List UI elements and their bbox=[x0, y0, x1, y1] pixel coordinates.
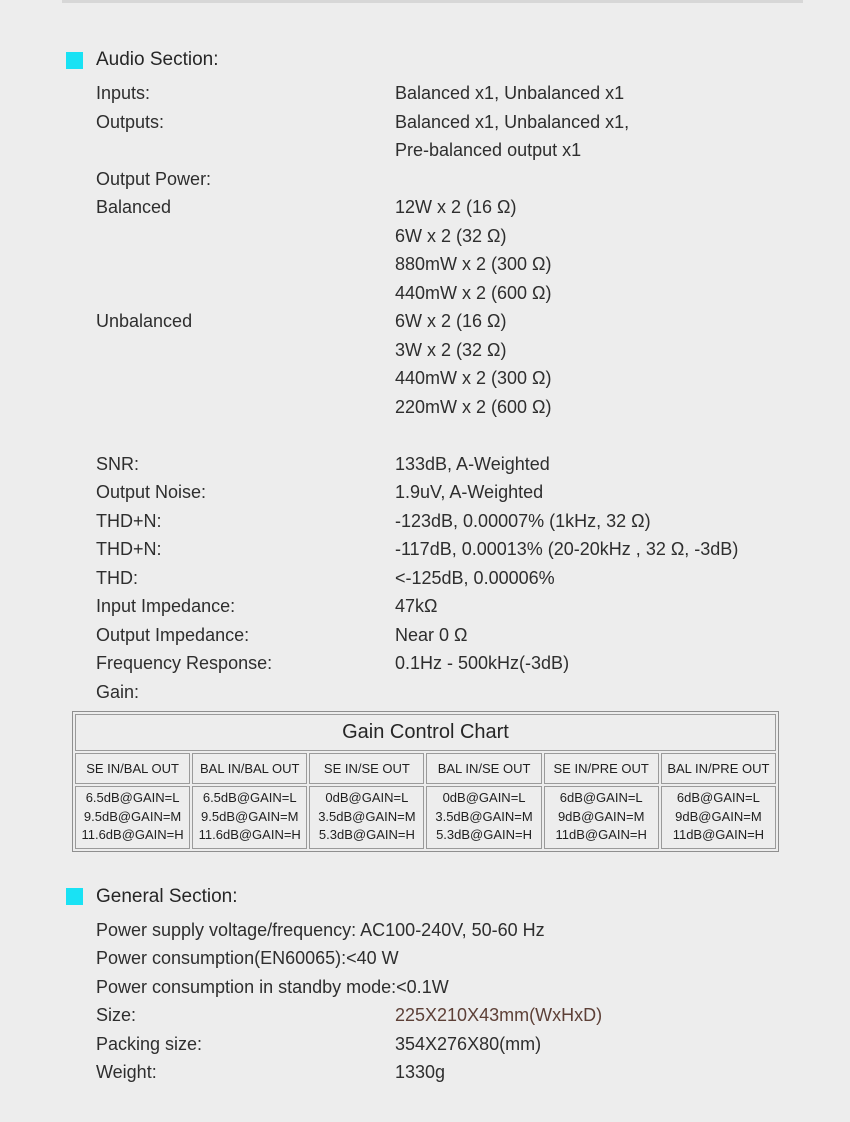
cyan-bullet-icon bbox=[66, 52, 83, 69]
spec-row-thd bbox=[96, 564, 826, 593]
spec-value: 6W x 2 (16 Ω) bbox=[395, 311, 507, 331]
gain-value: 6.5dB@GAIN=L bbox=[202, 790, 297, 805]
gain-value: 9dB@GAIN=M bbox=[675, 808, 762, 824]
gain-value: 6dB@GAIN=L bbox=[676, 790, 760, 805]
spec-label: Output Noise: bbox=[96, 482, 207, 502]
gain-cell bbox=[75, 786, 190, 849]
gain-value: 11.6dB@GAIN=H bbox=[81, 827, 184, 842]
spec-value: 1330g bbox=[395, 1062, 446, 1082]
gain-value: 5.3dB@GAIN=H bbox=[318, 827, 415, 842]
spec-label: Weight: bbox=[96, 1062, 157, 1082]
spec-label: THD+N: bbox=[96, 539, 162, 559]
spec-row-frequency-response bbox=[96, 649, 826, 678]
spec-value: 440mW x 2 (600 Ω) bbox=[395, 282, 552, 303]
spec-label: Inputs: bbox=[96, 83, 151, 103]
gain-value: 11.6dB@GAIN=H bbox=[198, 827, 301, 842]
spec-label: Frequency Response: bbox=[96, 653, 273, 673]
gain-col-header: BAL IN/SE OUT bbox=[426, 753, 541, 784]
spec-label: Outputs: bbox=[96, 111, 165, 132]
spec-label: Balanced bbox=[96, 197, 172, 217]
gain-value: 9.5dB@GAIN=M bbox=[83, 808, 182, 824]
gain-cell bbox=[192, 786, 307, 849]
spec-value: 133dB, A-Weighted bbox=[395, 453, 550, 474]
spec-row-output-noise bbox=[96, 478, 826, 507]
spec-label: THD+N: bbox=[96, 510, 162, 531]
gain-table-data-row bbox=[75, 786, 776, 849]
gain-col-header: SE IN/SE OUT bbox=[309, 753, 424, 784]
general-section bbox=[66, 883, 826, 1087]
general-section-title: General Section: bbox=[96, 885, 238, 907]
spec-row-snr bbox=[96, 450, 826, 479]
spec-value: 3W x 2 (32 Ω) bbox=[395, 339, 507, 360]
spec-value: -117dB, 0.00013% (20-20kHz , 32 Ω, -3dB) bbox=[395, 539, 739, 559]
spec-value: Pre-balanced output x1 bbox=[395, 140, 582, 160]
spec-value: Balanced x1, Unbalanced x1 bbox=[395, 83, 625, 103]
spec-value: 47kΩ bbox=[395, 596, 438, 616]
spec-value: Near 0 Ω bbox=[395, 624, 468, 645]
spec-label: Gain: bbox=[96, 681, 140, 702]
audio-section-title: Audio Section: bbox=[96, 49, 219, 70]
spec-label: Packing size: bbox=[96, 1033, 203, 1054]
spec-label: Output Impedance: bbox=[96, 624, 250, 645]
gain-cell bbox=[309, 786, 424, 849]
audio-spec-list bbox=[96, 79, 826, 706]
spec-value: -123dB, 0.00007% (1kHz, 32 Ω) bbox=[395, 510, 651, 531]
general-line-power-supply: Power supply voltage/frequency: AC100-240V, 50-60 Hz bbox=[96, 919, 545, 940]
general-section-header bbox=[66, 883, 826, 911]
spec-label: Unbalanced bbox=[96, 311, 193, 331]
size-value: 225X210X43mm(WxHxD) bbox=[395, 1005, 603, 1025]
gain-col-header: SE IN/BAL OUT bbox=[75, 753, 190, 784]
spec-row-size bbox=[96, 1001, 826, 1030]
gain-col-header: SE IN/PRE OUT bbox=[544, 753, 659, 784]
spec-row-output-power bbox=[96, 165, 826, 194]
spec-value: 440mW x 2 (300 Ω) bbox=[395, 368, 552, 388]
spec-row-unbalanced bbox=[96, 307, 826, 421]
audio-section-header bbox=[66, 46, 826, 74]
gain-table bbox=[72, 711, 779, 852]
gain-cell bbox=[661, 786, 776, 849]
spec-value: 354X276X80(mm) bbox=[395, 1033, 542, 1054]
spec-content bbox=[66, 46, 826, 1087]
spec-value: 220mW x 2 (600 Ω) bbox=[395, 396, 552, 417]
gain-value: 6.5dB@GAIN=L bbox=[85, 790, 180, 805]
cyan-bullet-icon bbox=[66, 888, 83, 905]
spec-value: 6W x 2 (32 Ω) bbox=[395, 225, 507, 246]
gain-value: 5.3dB@GAIN=H bbox=[436, 827, 533, 842]
spec-value: 1.9uV, A-Weighted bbox=[395, 482, 544, 502]
gain-value: 9dB@GAIN=M bbox=[557, 808, 645, 824]
gain-value: 3.5dB@GAIN=M bbox=[435, 808, 533, 824]
spec-row-packing-size bbox=[96, 1030, 826, 1059]
gain-col-header: BAL IN/PRE OUT bbox=[661, 753, 776, 784]
spec-value: 12W x 2 (16 Ω) bbox=[395, 197, 517, 217]
spec-row-inputs bbox=[96, 79, 826, 108]
spec-row-input-impedance bbox=[96, 592, 826, 621]
gain-value: 0dB@GAIN=L bbox=[325, 790, 409, 805]
gain-col-header: BAL IN/BAL OUT bbox=[192, 753, 307, 784]
gain-value: 9.5dB@GAIN=M bbox=[201, 808, 299, 824]
spec-label: SNR: bbox=[96, 453, 140, 474]
gain-cell bbox=[426, 786, 541, 849]
spec-row-thdn-2 bbox=[96, 535, 826, 564]
spec-value: Balanced x1, Unbalanced x1, bbox=[395, 111, 630, 132]
gain-table-title-row bbox=[75, 714, 776, 751]
spec-value: 0.1Hz - 500kHz(-3dB) bbox=[395, 653, 570, 673]
spec-value: 880mW x 2 (300 Ω) bbox=[395, 254, 552, 274]
spec-value: <-125dB, 0.00006% bbox=[395, 567, 555, 588]
gain-table-title: Gain Control Chart bbox=[75, 714, 776, 751]
spec-label: THD: bbox=[96, 567, 138, 588]
spec-label: Size: bbox=[96, 1005, 137, 1025]
spec-row-balanced bbox=[96, 193, 826, 307]
spec-row-thdn-1 bbox=[96, 507, 826, 536]
gain-cell bbox=[544, 786, 659, 849]
spec-row-outputs bbox=[96, 108, 826, 165]
gain-value: 11dB@GAIN=H bbox=[555, 827, 647, 842]
gain-value: 0dB@GAIN=L bbox=[442, 790, 526, 805]
spec-label: Input Impedance: bbox=[96, 596, 236, 616]
spec-row-weight bbox=[96, 1058, 826, 1087]
general-spec-list bbox=[96, 1001, 826, 1087]
gain-table-header-row bbox=[75, 753, 776, 784]
spec-row-output-impedance bbox=[96, 621, 826, 650]
gain-value: 6dB@GAIN=L bbox=[559, 790, 643, 805]
gain-value: 11dB@GAIN=H bbox=[672, 827, 765, 842]
spec-label: Output Power: bbox=[96, 168, 212, 189]
general-line-standby: Power consumption in standby mode:<0.1W bbox=[96, 976, 449, 997]
gain-value: 3.5dB@GAIN=M bbox=[318, 808, 416, 824]
general-line-power-consumption: Power consumption(EN60065):<40 W bbox=[96, 948, 399, 968]
gain-control-chart bbox=[72, 711, 826, 852]
top-divider bbox=[62, 0, 803, 3]
spec-row-gain bbox=[96, 678, 826, 707]
